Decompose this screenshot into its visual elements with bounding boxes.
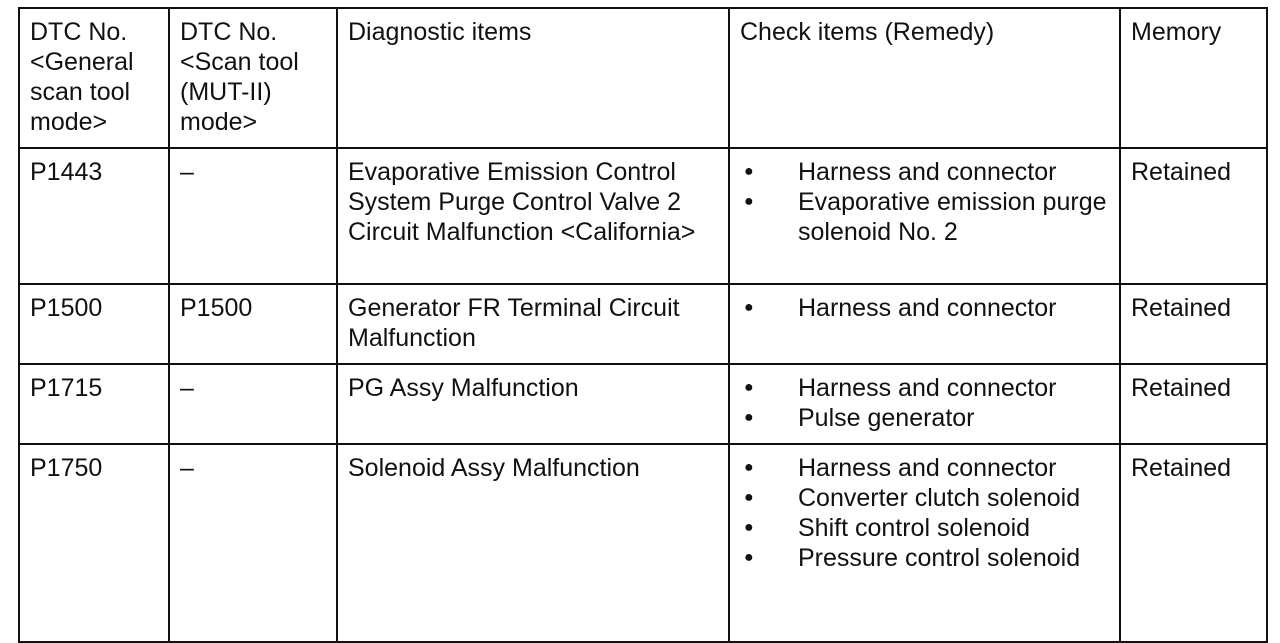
check-list [740, 373, 1111, 433]
table-row [19, 148, 1267, 284]
check-items-cell [729, 284, 1120, 364]
check-item: ● Pulse generator [740, 403, 1111, 433]
check-item: ● Converter clutch solenoid [740, 483, 1111, 513]
diagnostic-cell: Evaporative Emission Control System Purge Control Valve 2 Circuit Malfunction <California> [337, 148, 729, 284]
dtc-table [18, 7, 1268, 643]
check-item: ● Evaporative emission purge solenoid No. 2 [740, 187, 1111, 247]
memory-cell: Retained [1120, 148, 1267, 284]
dtc-scan-cell: – [169, 148, 337, 284]
header-dtc-general: DTC No. <General scan tool mode> [19, 8, 169, 148]
table-header-row [19, 8, 1267, 148]
check-item: ● Harness and connector [740, 293, 1111, 323]
dtc-general-cell: P1443 [19, 148, 169, 284]
dtc-scan-cell: – [169, 364, 337, 444]
dtc-scan-cell: – [169, 444, 337, 642]
check-items-cell [729, 364, 1120, 444]
check-list [740, 293, 1111, 323]
header-diagnostic-items: Diagnostic items [337, 8, 729, 148]
header-dtc-scan-tool: DTC No. <Scan tool (MUT-II) mode> [169, 8, 337, 148]
check-item: ● Harness and connector [740, 373, 1111, 403]
header-check-items: Check items (Remedy) [729, 8, 1120, 148]
diagnostic-cell: Solenoid Assy Malfunction [337, 444, 729, 642]
dtc-general-cell: P1500 [19, 284, 169, 364]
dtc-general-cell: P1750 [19, 444, 169, 642]
check-items-cell [729, 148, 1120, 284]
check-item: ● Shift control solenoid [740, 513, 1111, 543]
table-row [19, 444, 1267, 642]
check-item: ● Pressure control solenoid [740, 543, 1111, 573]
check-item: ● Harness and connector [740, 453, 1111, 483]
diagnostic-cell: Generator FR Terminal Circuit Malfunction [337, 284, 729, 364]
diagnostic-cell: PG Assy Malfunction [337, 364, 729, 444]
check-items-cell [729, 444, 1120, 642]
header-memory: Memory [1120, 8, 1267, 148]
check-list [740, 157, 1111, 247]
memory-cell: Retained [1120, 284, 1267, 364]
check-list [740, 453, 1111, 573]
table-row [19, 284, 1267, 364]
memory-cell: Retained [1120, 364, 1267, 444]
memory-cell: Retained [1120, 444, 1267, 642]
dtc-general-cell: P1715 [19, 364, 169, 444]
dtc-scan-cell: P1500 [169, 284, 337, 364]
table-row [19, 364, 1267, 444]
check-item: ● Harness and connector [740, 157, 1111, 187]
